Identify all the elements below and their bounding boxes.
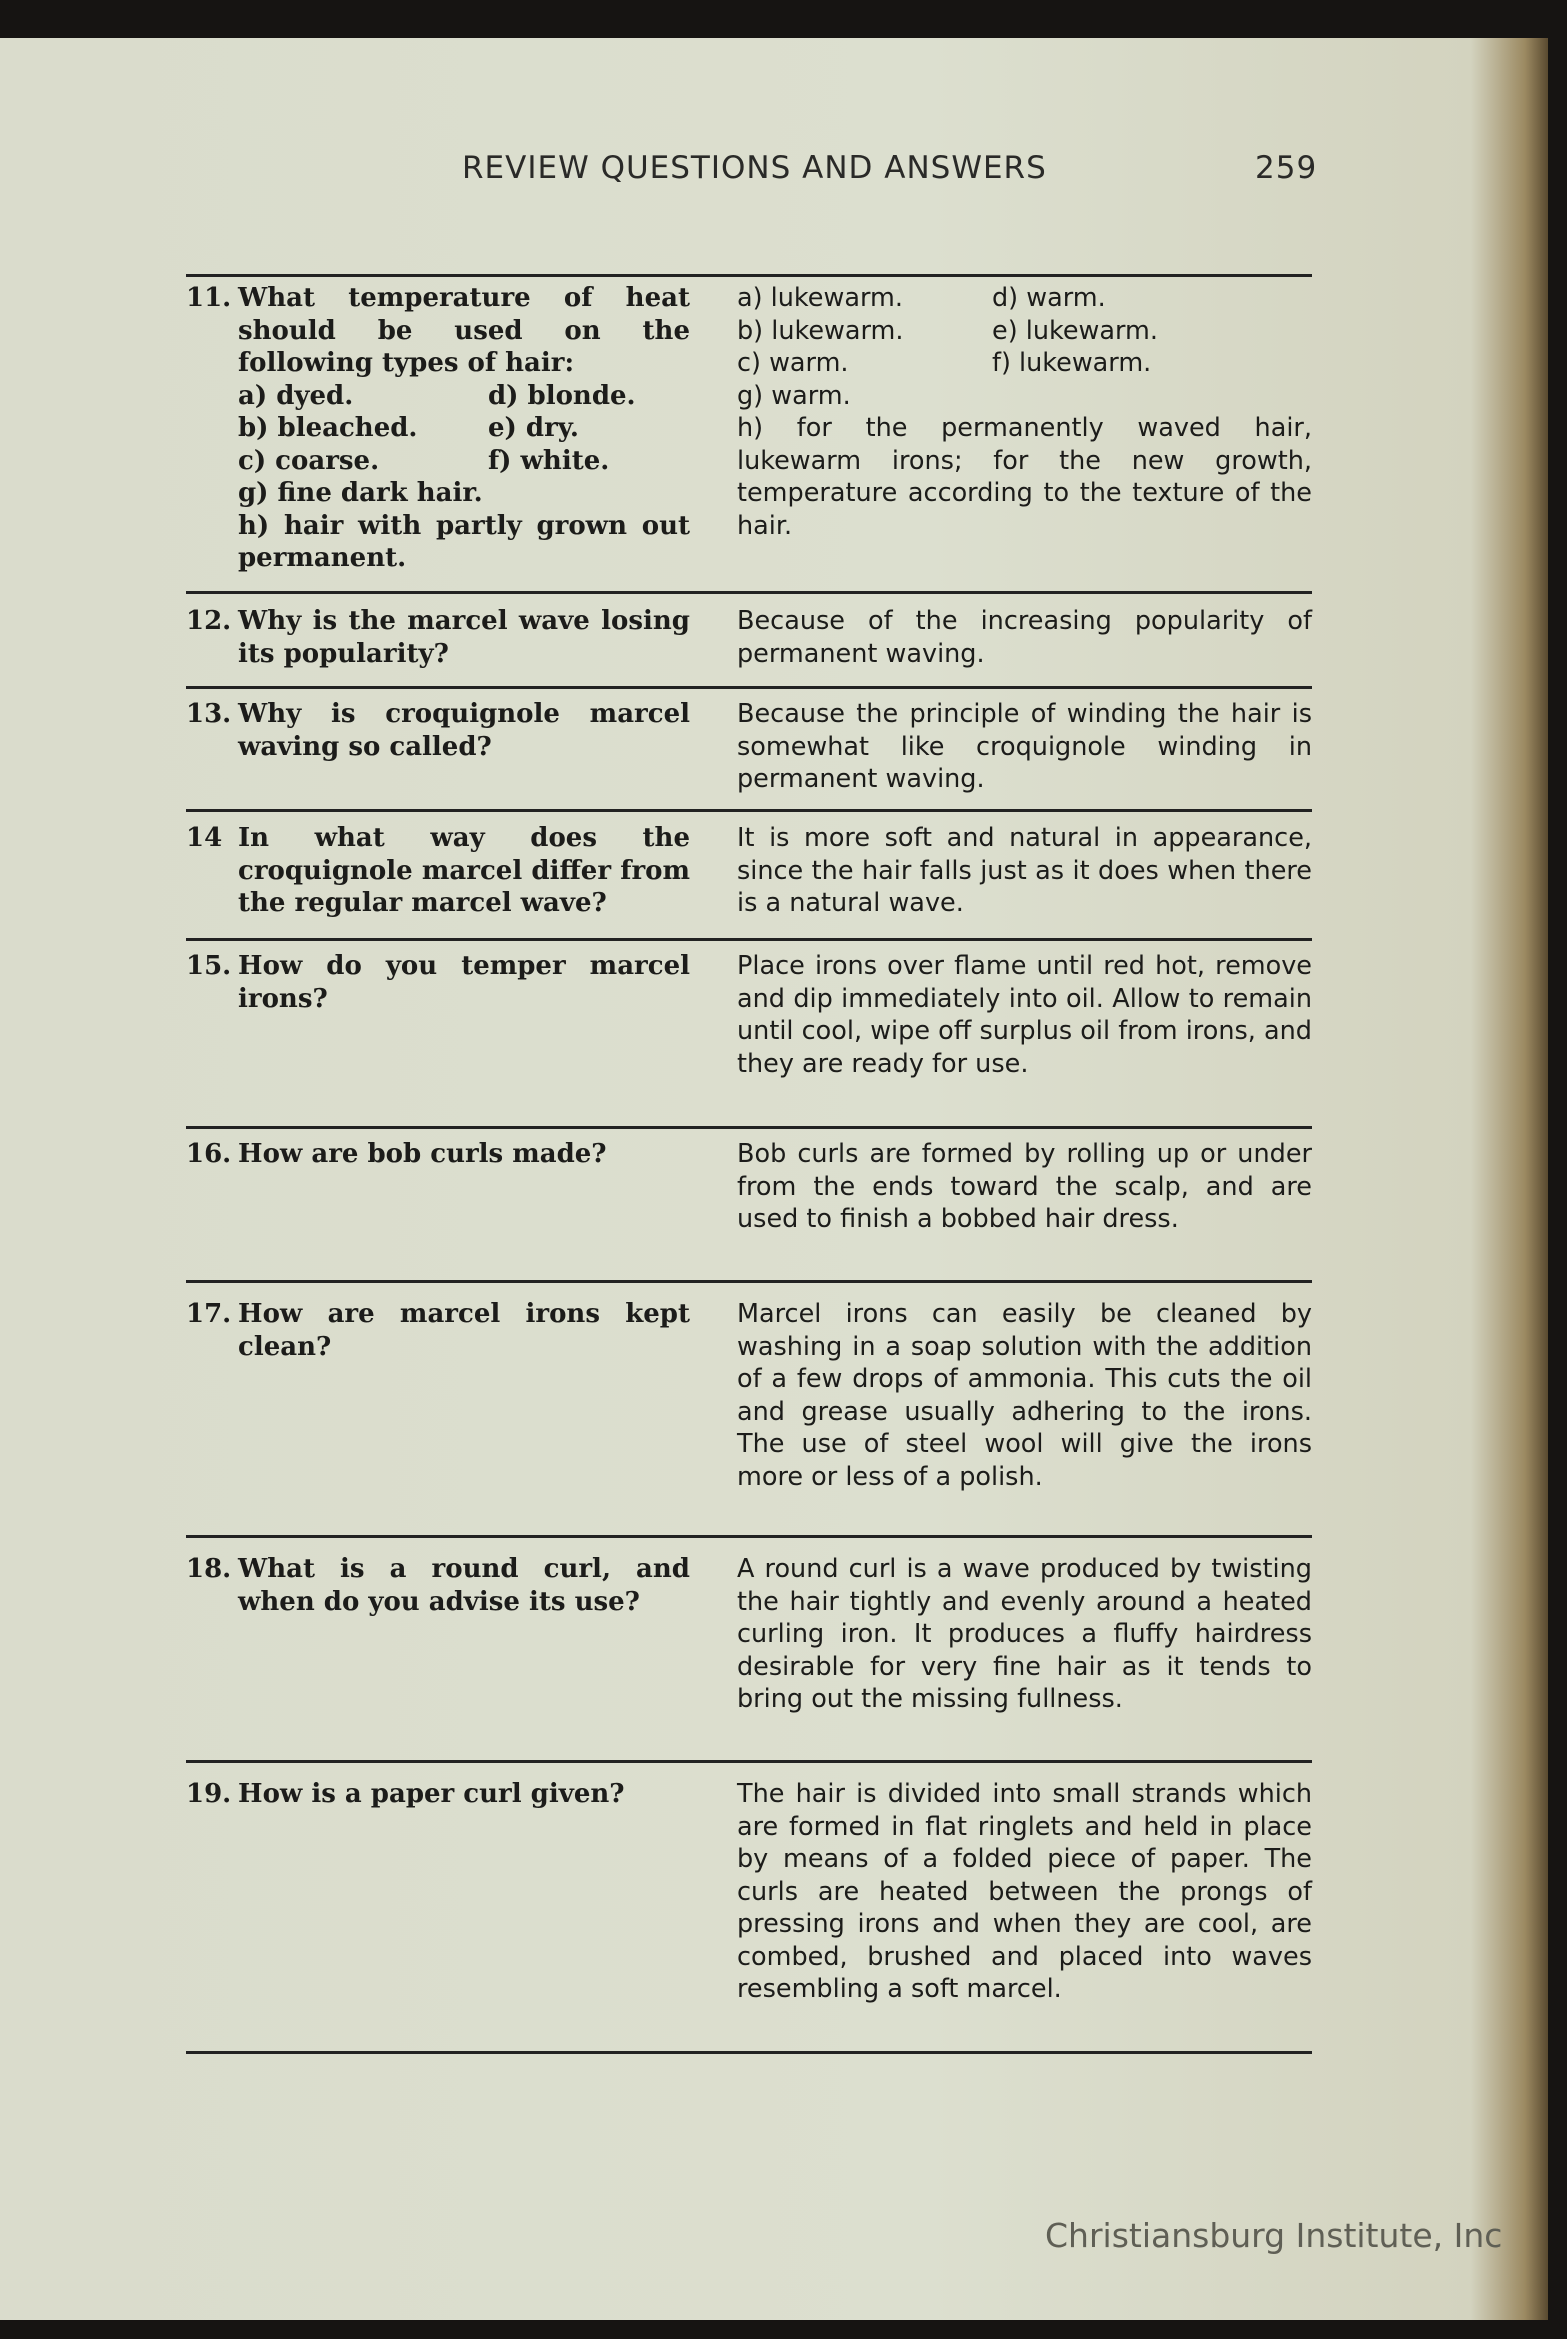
question (186, 822, 690, 920)
answer-option: f) lukewarm. (992, 348, 1152, 378)
answer: Marcel irons can easily be cleaned by washing in a soap solution with the addition of a few drops of ammonia. This cuts the oil and grease usually adhering to the irons. The use of steel wool will give the irons more or less of a polish. (737, 1299, 1312, 1492)
question-option: g) fine dark hair. (238, 478, 483, 508)
question-option: h) hair with partly grown out permanent. (238, 510, 690, 573)
answer-option: d) warm. (992, 283, 1106, 313)
question-number: 11. (186, 283, 232, 313)
question-option: c) coarse. (238, 445, 380, 476)
question-number: 17. (186, 1299, 232, 1329)
question (186, 950, 690, 1015)
divider (186, 1280, 1312, 1283)
question (186, 1553, 690, 1618)
divider (186, 1126, 1312, 1129)
divider (186, 591, 1312, 594)
question-number: 13. (186, 699, 232, 729)
question-text: How are bob curls made? (238, 1139, 607, 1169)
answer-option: b) lukewarm. (737, 315, 904, 346)
question-number: 19. (186, 1779, 232, 1809)
question-number: 14 (186, 823, 223, 853)
question (186, 282, 690, 575)
divider (186, 1535, 1312, 1538)
question-option: e) dry. (488, 413, 579, 443)
divider (186, 686, 1312, 689)
question-number: 18. (186, 1554, 232, 1584)
answer-option: e) lukewarm. (992, 315, 1158, 346)
question (186, 1778, 690, 1811)
running-title: REVIEW QUESTIONS AND ANSWERS (462, 150, 1047, 186)
question-text: How do you temper marcel irons? (238, 951, 690, 1014)
question-text: What is a round curl, and when do you advise its use? (238, 1554, 690, 1617)
page-number: 259 (1255, 150, 1318, 186)
question-number: 15. (186, 951, 232, 981)
answer (737, 282, 1312, 542)
question-text: Why is croquignole marcel waving so called? (238, 699, 690, 762)
question (186, 1138, 690, 1171)
answer: Bob curls are formed by rolling up or under from the ends toward the scalp, and are used to finish a bobbed hair dress. (737, 1139, 1312, 1234)
divider (186, 274, 1312, 277)
question-option: d) blonde. (488, 380, 636, 411)
question-text: How is a paper curl given? (238, 1779, 625, 1809)
question-option: b) bleached. (238, 413, 418, 443)
question-option: f) white. (488, 445, 610, 476)
answer-option: c) warm. (737, 348, 849, 378)
watermark: Christiansburg Institute, Inc (1045, 2216, 1503, 2255)
answer: A round curl is a wave produced by twisting the hair tightly and evenly around a heated curling iron. It produces a fluffy hairdress desirable for very fine hair as it tends to bring out the missing fullness. (737, 1554, 1312, 1714)
question-number: 16. (186, 1139, 232, 1169)
divider (186, 938, 1312, 941)
question (186, 698, 690, 763)
question-text: Why is the marcel wave losing its popularity? (238, 606, 690, 669)
answer-option: a) lukewarm. (737, 283, 903, 313)
divider (186, 809, 1312, 812)
answer: Place irons over flame until red hot, remove and dip immediately into oil. Allow to remain until cool, wipe off surplus oil from irons, and they are ready for use. (737, 951, 1312, 1079)
answer: Because of the increasing popularity of permanent waving. (737, 606, 1312, 669)
answer: Because the principle of winding the hair is somewhat like croquignole winding in permanent waving. (737, 699, 1312, 794)
divider (186, 1760, 1312, 1763)
question-text: In what way does the croquignole marcel differ from the regular marcel wave? (238, 823, 690, 918)
question-text: How are marcel irons kept clean? (238, 1299, 690, 1362)
question-option: a) dyed. (238, 380, 354, 411)
answer: The hair is divided into small strands which are formed in flat ringlets and held in place by means of a folded piece of paper. The curls are heated between the prongs of pressing irons and when they are cool, are combed, brushed and placed into waves resembling a soft marcel. (737, 1779, 1312, 2004)
question-text: What temperature of heat should be used on the following types of hair: (238, 283, 690, 378)
answer: It is more soft and natural in appearance, since the hair falls just as it does when there is a natural wave. (737, 823, 1312, 918)
answer-option: g) warm. (737, 380, 851, 411)
answer-option: h) for the permanently waved hair, lukewarm irons; for the new growth, temperature according to the texture of the hair. (737, 413, 1312, 541)
question (186, 1298, 690, 1363)
divider (186, 2051, 1312, 2054)
question (186, 605, 690, 670)
question-number: 12. (186, 606, 232, 636)
